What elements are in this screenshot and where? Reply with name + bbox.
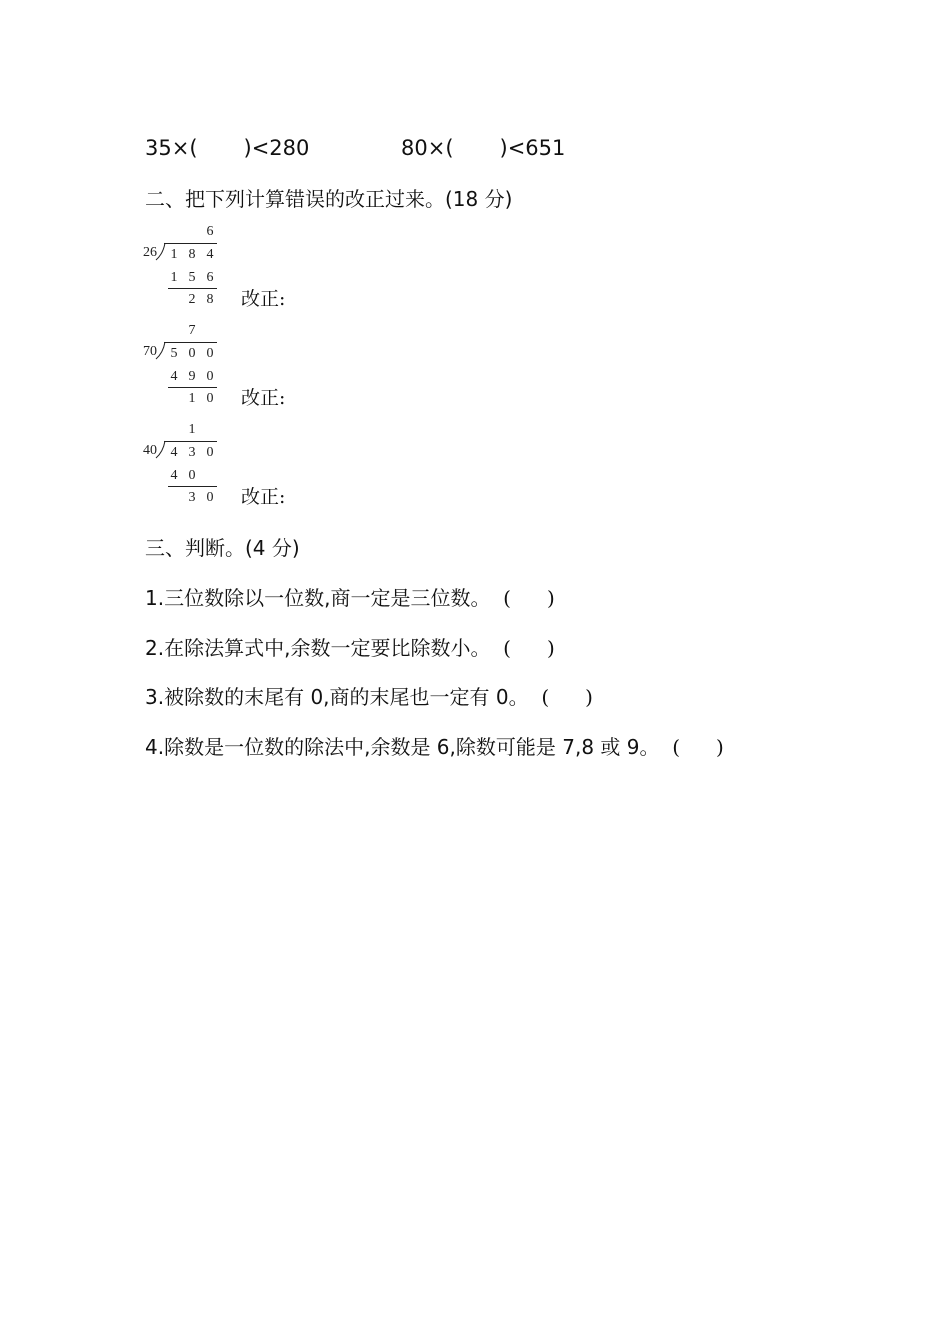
dividend-digit: 8: [188, 247, 196, 262]
product-digit: 1: [170, 270, 178, 285]
judgment-item-3: [145, 687, 593, 707]
judgment-text: 1.三位数除以一位数,商一定是三位数。: [145, 586, 491, 610]
product-digit: 0: [206, 369, 214, 384]
long-division-1: [143, 222, 223, 308]
inequality-left: 35×(: [145, 136, 198, 160]
subtraction-bar: [168, 486, 217, 487]
section-2-title: 二、把下列计算错误的改正过来。(18 分): [145, 187, 513, 211]
section-3-title: 三、判断。(4 分): [145, 536, 300, 560]
subtraction-bar: [168, 288, 217, 289]
quotient: 7: [188, 323, 196, 338]
remainder-digit: 1: [188, 391, 196, 406]
division-bar: [164, 342, 217, 343]
dividend-digit: 0: [206, 445, 214, 460]
judgment-item-4: [145, 737, 724, 757]
judgment-item-2: [145, 638, 555, 658]
quotient: 6: [206, 224, 214, 239]
remainder-digit: 0: [206, 490, 214, 505]
inequality-1: [145, 138, 309, 159]
judgment-text: 4.除数是一位数的除法中,余数是 6,除数可能是 7,8 或 9。: [145, 735, 660, 759]
correction-label-1: 改正:: [241, 288, 286, 310]
paren-open: (: [503, 636, 511, 660]
dividend-digit: 0: [206, 346, 214, 361]
dividend-digit: 1: [170, 247, 178, 262]
inequality-2: [401, 138, 565, 159]
remainder-digit: 0: [206, 391, 214, 406]
paren-close: ): [546, 636, 555, 660]
division-bar: [164, 243, 217, 244]
paren-open: (: [541, 685, 550, 709]
judgment-text: 2.在除法算式中,余数一定要比除数小。: [145, 636, 491, 660]
long-division-2: [143, 321, 223, 407]
product-digit: 4: [170, 468, 178, 483]
judgment-item-1: [145, 588, 555, 608]
divisor: 40: [143, 443, 157, 458]
long-division-3: [143, 420, 223, 506]
dividend-digit: 5: [170, 346, 178, 361]
paren-open: (: [503, 586, 511, 610]
division-bar: [164, 441, 217, 442]
paren-close: ): [585, 685, 593, 709]
paren-open: (: [672, 735, 681, 759]
dividend-digit: 4: [206, 247, 214, 262]
remainder-digit: 3: [188, 490, 196, 505]
paren-close: ): [546, 586, 555, 610]
correction-label-2: 改正:: [241, 387, 286, 409]
subtraction-bar: [168, 387, 217, 388]
judgment-text: 3.被除数的末尾有 0,商的末尾也一定有 0。: [145, 685, 529, 709]
product-digit: 4: [170, 369, 178, 384]
quotient: 1: [188, 422, 196, 437]
paren-close: ): [716, 735, 724, 759]
product-digit: 5: [188, 270, 196, 285]
remainder-digit: 2: [188, 292, 196, 307]
dividend-digit: 4: [170, 445, 178, 460]
correction-label-3: 改正:: [241, 486, 286, 508]
inequality-right: )<280: [243, 136, 310, 160]
remainder-digit: 8: [206, 292, 214, 307]
product-digit: 6: [206, 270, 214, 285]
divisor: 70: [143, 344, 157, 359]
product-digit: 9: [188, 369, 196, 384]
product-digit: 0: [188, 468, 196, 483]
dividend-digit: 0: [188, 346, 196, 361]
divisor: 26: [143, 245, 157, 260]
inequality-right: )<651: [499, 136, 566, 160]
inequality-left: 80×(: [401, 136, 454, 160]
dividend-digit: 3: [188, 445, 196, 460]
